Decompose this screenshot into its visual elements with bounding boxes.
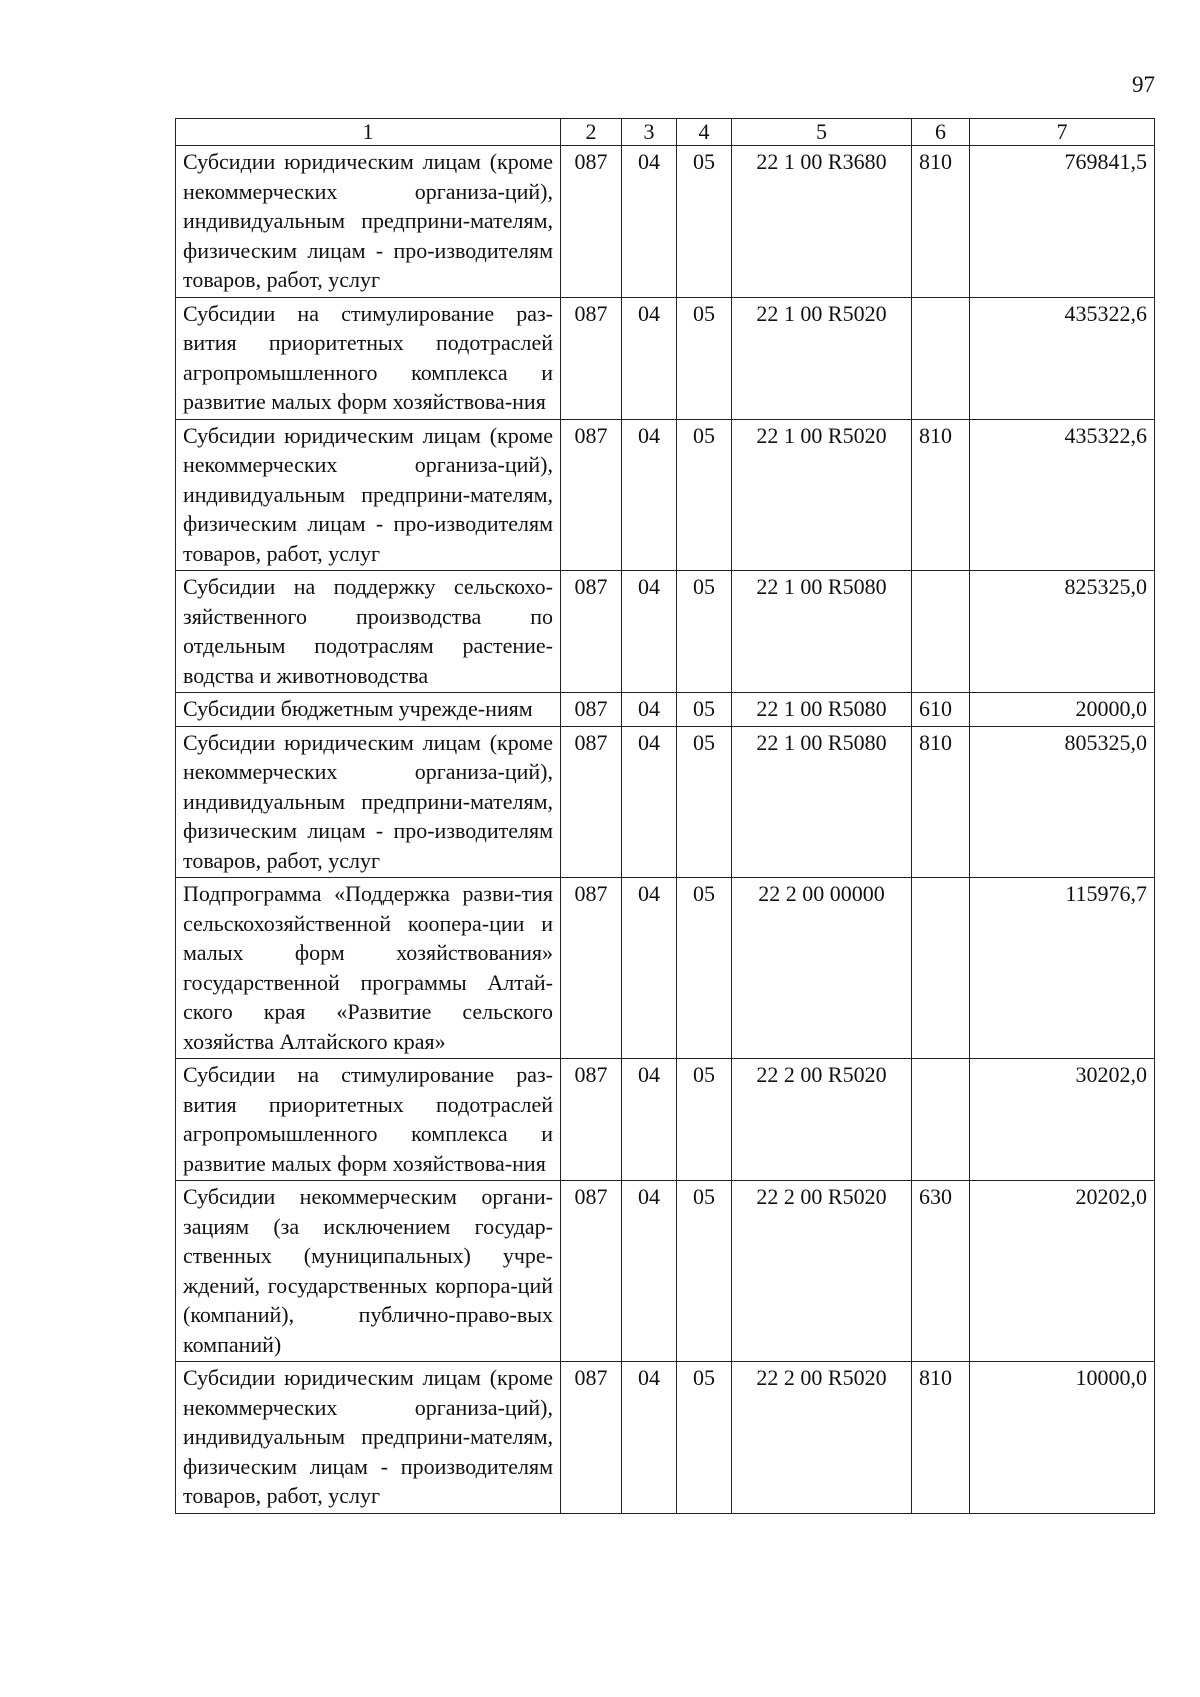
row-amount: 805325,0 xyxy=(970,726,1155,878)
row-code-col4: 05 xyxy=(677,146,732,298)
table-row xyxy=(176,146,1155,298)
table-row xyxy=(176,1181,1155,1362)
row-code-col5: 22 2 00 00000 xyxy=(732,878,912,1059)
row-amount: 435322,6 xyxy=(970,419,1155,571)
column-header: 7 xyxy=(970,119,1155,146)
row-amount: 20202,0 xyxy=(970,1181,1155,1362)
row-code-col5: 22 1 00 R5080 xyxy=(732,571,912,693)
row-code-col6: 810 xyxy=(912,1362,970,1514)
row-code-col3: 04 xyxy=(622,146,677,298)
row-code-col3: 04 xyxy=(622,1362,677,1514)
row-code-col5: 22 1 00 R3680 xyxy=(732,146,912,298)
row-code-col3: 04 xyxy=(622,571,677,693)
row-code-col6 xyxy=(912,1059,970,1181)
row-description: Субсидии юридическим лицам (кроме некоммерческих организа-ций), индивидуальным предприни-мателям, физическим лицам - про-изводителям товаров, работ, услуг xyxy=(176,726,561,878)
row-amount: 115976,7 xyxy=(970,878,1155,1059)
table-row xyxy=(176,419,1155,571)
row-description: Субсидии некоммерческим органи-зациям (за исключением государ-ственных (муниципальных) учре-ждений, государственных корпора-ций (компаний), публично-право-вых компаний) xyxy=(176,1181,561,1362)
table-row xyxy=(176,726,1155,878)
row-code-col5: 22 1 00 R5020 xyxy=(732,419,912,571)
row-code-col4: 05 xyxy=(677,297,732,419)
row-code-col4: 05 xyxy=(677,419,732,571)
row-amount: 769841,5 xyxy=(970,146,1155,298)
row-code-col6 xyxy=(912,571,970,693)
row-code-col5: 22 1 00 R5020 xyxy=(732,297,912,419)
row-code-col5: 22 2 00 R5020 xyxy=(732,1362,912,1514)
row-code-col2: 087 xyxy=(561,297,622,419)
row-code-col6: 810 xyxy=(912,419,970,571)
row-code-col4: 05 xyxy=(677,1059,732,1181)
row-code-col3: 04 xyxy=(622,878,677,1059)
column-header: 6 xyxy=(912,119,970,146)
column-header: 5 xyxy=(732,119,912,146)
row-code-col2: 087 xyxy=(561,878,622,1059)
row-code-col6 xyxy=(912,297,970,419)
row-code-col2: 087 xyxy=(561,146,622,298)
row-code-col2: 087 xyxy=(561,726,622,878)
row-code-col2: 087 xyxy=(561,571,622,693)
row-description: Подпрограмма «Поддержка разви-тия сельскохозяйственной коопера-ции и малых форм хозяйствования» государственной программы Алтай-ского края «Развитие сельского хозяйства Алтайского края» xyxy=(176,878,561,1059)
row-code-col5: 22 2 00 R5020 xyxy=(732,1181,912,1362)
row-code-col3: 04 xyxy=(622,693,677,727)
table-body xyxy=(176,146,1155,1514)
page-number: 97 xyxy=(1132,72,1155,97)
column-header: 4 xyxy=(677,119,732,146)
row-code-col2: 087 xyxy=(561,1059,622,1181)
row-amount: 435322,6 xyxy=(970,297,1155,419)
row-code-col5: 22 1 00 R5080 xyxy=(732,693,912,727)
row-code-col4: 05 xyxy=(677,878,732,1059)
table-row xyxy=(176,878,1155,1059)
row-code-col2: 087 xyxy=(561,419,622,571)
table-row xyxy=(176,571,1155,693)
row-code-col2: 087 xyxy=(561,1362,622,1514)
row-code-col4: 05 xyxy=(677,726,732,878)
row-code-col3: 04 xyxy=(622,1059,677,1181)
row-code-col6 xyxy=(912,878,970,1059)
row-code-col5: 22 1 00 R5080 xyxy=(732,726,912,878)
row-description: Субсидии юридическим лицам (кроме некоммерческих организа-ций), индивидуальным предприни-мателям, физическим лицам - производителям товаров, работ, услуг xyxy=(176,1362,561,1514)
table-row xyxy=(176,1362,1155,1514)
row-description: Субсидии на стимулирование раз-вития приоритетных подотраслей агропромышленного комплекса и развитие малых форм хозяйствова-ния xyxy=(176,1059,561,1181)
row-code-col6: 810 xyxy=(912,146,970,298)
row-description: Субсидии юридическим лицам (кроме некоммерческих организа-ций), индивидуальным предприни-мателям, физическим лицам - про-изводителям товаров, работ, услуг xyxy=(176,146,561,298)
row-code-col4: 05 xyxy=(677,1362,732,1514)
row-code-col3: 04 xyxy=(622,726,677,878)
row-amount: 10000,0 xyxy=(970,1362,1155,1514)
row-code-col6: 810 xyxy=(912,726,970,878)
column-header: 3 xyxy=(622,119,677,146)
row-amount: 825325,0 xyxy=(970,571,1155,693)
row-code-col4: 05 xyxy=(677,693,732,727)
row-code-col3: 04 xyxy=(622,297,677,419)
row-code-col5: 22 2 00 R5020 xyxy=(732,1059,912,1181)
table-row xyxy=(176,1059,1155,1181)
row-code-col4: 05 xyxy=(677,571,732,693)
row-description: Субсидии на стимулирование раз-вития приоритетных подотраслей агропромышленного комплекса и развитие малых форм хозяйствова-ния xyxy=(176,297,561,419)
row-amount: 20000,0 xyxy=(970,693,1155,727)
row-description: Субсидии бюджетным учрежде-ниям xyxy=(176,693,561,727)
row-description: Субсидии юридическим лицам (кроме некоммерческих организа-ций), индивидуальным предприни-мателям, физическим лицам - про-изводителям товаров, работ, услуг xyxy=(176,419,561,571)
row-amount: 30202,0 xyxy=(970,1059,1155,1181)
row-code-col2: 087 xyxy=(561,693,622,727)
row-code-col6: 630 xyxy=(912,1181,970,1362)
table-row xyxy=(176,693,1155,727)
budget-table xyxy=(175,118,1155,1514)
row-code-col2: 087 xyxy=(561,1181,622,1362)
row-code-col3: 04 xyxy=(622,1181,677,1362)
row-code-col4: 05 xyxy=(677,1181,732,1362)
column-header: 2 xyxy=(561,119,622,146)
row-code-col6: 610 xyxy=(912,693,970,727)
row-code-col3: 04 xyxy=(622,419,677,571)
row-description: Субсидии на поддержку сельскохо-зяйственного производства по отдельным подотраслям растение-водства и животноводства xyxy=(176,571,561,693)
column-header: 1 xyxy=(176,119,561,146)
table-header-row xyxy=(176,119,1155,146)
table-row xyxy=(176,297,1155,419)
